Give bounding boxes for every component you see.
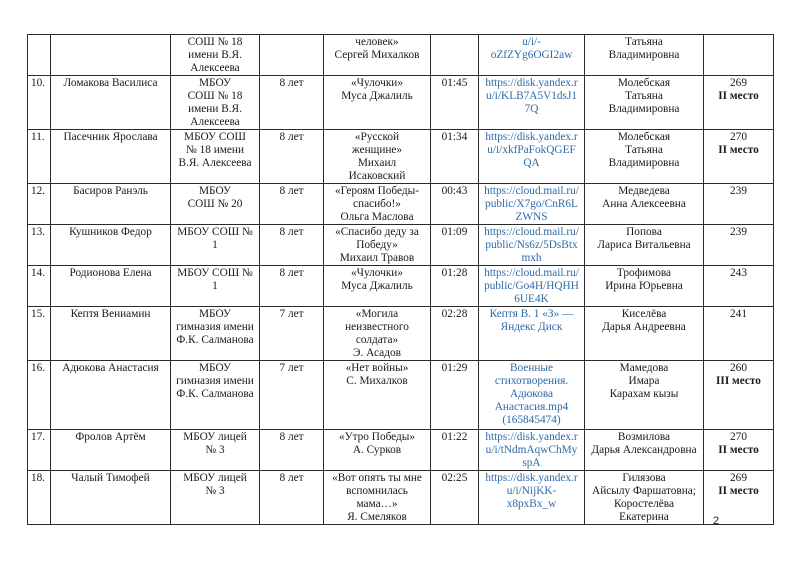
work-line: «Чулочки» <box>351 77 403 89</box>
row-number: 17. <box>31 431 46 443</box>
participant-age: 7 лет <box>279 362 304 374</box>
work-line: «Могила <box>355 308 399 320</box>
school-cell <box>171 266 260 307</box>
row-number-cell <box>28 184 51 225</box>
age-cell <box>260 266 324 307</box>
teacher-cell <box>585 361 704 430</box>
score-value: 270 <box>730 431 747 443</box>
teacher-cell <box>585 430 704 471</box>
row-number: 15. <box>31 308 46 320</box>
work-cell <box>324 225 431 266</box>
recording-duration: 01:34 <box>441 131 468 143</box>
recording-duration: 01:22 <box>441 431 468 443</box>
work-line: Муса Джалиль <box>341 280 413 292</box>
participant-name-cell <box>51 361 171 430</box>
duration-cell <box>431 184 479 225</box>
teacher-line: Татьяна <box>625 90 663 102</box>
video-link[interactable]: https://cloud.mail.ru/ <box>484 226 579 238</box>
participant-name: Пасечник Ярослава <box>63 131 158 143</box>
school-line: МБОУ <box>199 308 231 320</box>
work-line: человек» <box>355 36 399 48</box>
school-cell <box>171 225 260 266</box>
video-link[interactable]: Яндекс Диск <box>500 321 563 333</box>
teacher-line: Мамедова <box>619 362 669 374</box>
video-link-cell[interactable] <box>479 361 585 430</box>
participant-name: Чалый Тимофей <box>71 472 150 484</box>
age-cell <box>260 471 324 525</box>
table-row <box>28 307 774 361</box>
teacher-line: Дарья Александровна <box>591 444 697 456</box>
row-number: 14. <box>31 267 46 279</box>
teacher-cell <box>585 307 704 361</box>
score-value: 243 <box>730 267 747 279</box>
teacher-cell <box>585 76 704 130</box>
school-line: 1 <box>212 280 218 292</box>
score-cell <box>704 361 774 430</box>
work-line: Сергей Михалков <box>334 49 420 61</box>
teacher-line: Владимировна <box>608 103 680 115</box>
duration-cell <box>431 35 479 76</box>
video-link-cell[interactable] <box>479 307 585 361</box>
work-line: Э. Асадов <box>353 347 401 359</box>
video-link[interactable]: (165845474) <box>502 414 561 426</box>
work-line: «Чулочки» <box>351 267 403 279</box>
age-cell <box>260 307 324 361</box>
work-line: «Нет войны» <box>345 362 409 374</box>
duration-cell <box>431 430 479 471</box>
place-badge: II место <box>718 144 759 156</box>
video-link[interactable]: ZWNS <box>515 211 548 223</box>
participant-age: 8 лет <box>279 185 304 197</box>
row-number-cell <box>28 430 51 471</box>
video-link[interactable]: Кептя В. 1 «З» — <box>489 308 574 320</box>
work-cell <box>324 361 431 430</box>
participant-age: 7 лет <box>279 308 304 320</box>
video-link[interactable]: Анастасия.mp4 <box>494 401 569 413</box>
school-line: № 3 <box>205 485 225 497</box>
school-cell <box>171 184 260 225</box>
school-cell <box>171 307 260 361</box>
video-link[interactable]: стихотворения. <box>494 375 569 387</box>
school-line: имени В.Я. <box>188 103 242 115</box>
row-number-cell <box>28 225 51 266</box>
school-line: МБОУ СОШ № <box>177 267 253 279</box>
participant-name: Фролов Артём <box>75 431 146 443</box>
duration-cell <box>431 471 479 525</box>
teacher-line: Дарья Андреевна <box>602 321 686 333</box>
work-line: вспомнилась <box>346 485 408 497</box>
table-row <box>28 361 774 430</box>
participant-name-cell <box>51 35 171 76</box>
teacher-line: Попова <box>626 226 662 238</box>
teacher-line: Гилязова <box>622 472 666 484</box>
video-link[interactable]: spA <box>522 457 541 469</box>
table-row <box>28 35 774 76</box>
participant-name: Ломакова Василиса <box>63 77 158 89</box>
participant-name: Басиров Ранэль <box>73 185 148 197</box>
age-cell <box>260 76 324 130</box>
place-badge: III место <box>716 375 761 387</box>
school-line: СОШ № 20 <box>187 198 243 210</box>
video-link[interactable]: oZfZYg6OGI2aw <box>490 49 573 61</box>
video-link[interactable]: u/i/KLB7A5V1dsJ1 <box>485 90 577 102</box>
video-link[interactable]: u/i/tNdmAqwChMy <box>485 444 578 456</box>
video-link[interactable]: public/Go4H/HQHH <box>484 280 579 292</box>
video-link[interactable]: u/i/xkfPaFokQGEF <box>487 144 576 156</box>
participant-name: Родионова Елена <box>69 267 152 279</box>
school-line: МБОУ <box>199 77 231 89</box>
table-row <box>28 430 774 471</box>
row-number-cell <box>28 307 51 361</box>
school-cell <box>171 471 260 525</box>
video-link[interactable]: public/X7go/CnR6L <box>485 198 578 210</box>
video-link[interactable]: public/Ns6z/5DsBtx <box>485 239 578 251</box>
participant-age: 8 лет <box>279 267 304 279</box>
work-line: Исаковский <box>348 170 406 182</box>
age-cell <box>260 184 324 225</box>
score-cell <box>704 184 774 225</box>
video-link[interactable]: https://cloud.mail.ru/ <box>484 267 579 279</box>
duration-cell <box>431 307 479 361</box>
work-line: «Утро Победы» <box>338 431 416 443</box>
work-line: спасибо!» <box>353 198 401 210</box>
video-link[interactable]: https://disk.yandex.r <box>485 431 578 443</box>
school-line: Ф.К. Салманова <box>176 334 254 346</box>
table-row <box>28 266 774 307</box>
age-cell <box>260 361 324 430</box>
score-value: 239 <box>730 185 747 197</box>
participant-name-cell <box>51 184 171 225</box>
teacher-line: Возмилова <box>617 431 671 443</box>
row-number: 18. <box>31 472 46 484</box>
school-line: МБОУ СОШ № <box>177 226 253 238</box>
work-line: «Русской <box>354 131 400 143</box>
teacher-line: Владимировна <box>608 157 680 169</box>
video-link-cell[interactable] <box>479 130 585 184</box>
duration-cell <box>431 130 479 184</box>
work-line: женщине» <box>351 144 403 156</box>
score-cell <box>704 225 774 266</box>
work-line: солдата» <box>355 334 399 346</box>
participant-name: Кушников Федор <box>69 226 152 238</box>
teacher-line: Медведева <box>618 185 670 197</box>
teacher-cell <box>585 471 704 525</box>
participant-name: Кептя Вениамин <box>70 308 151 320</box>
teacher-line: Карахам кызы <box>609 388 679 400</box>
school-cell <box>171 430 260 471</box>
school-line: Алексеева <box>190 116 240 128</box>
table-row <box>28 76 774 130</box>
participant-age: 8 лет <box>279 431 304 443</box>
participant-name: Адюкова Анастасия <box>62 362 159 374</box>
work-cell <box>324 130 431 184</box>
school-line: имени В.Я. <box>188 49 242 61</box>
duration-cell <box>431 76 479 130</box>
work-line: неизвестного <box>345 321 409 333</box>
place-badge: II место <box>718 444 759 456</box>
teacher-line: Коростелёва <box>613 498 674 510</box>
row-number-cell <box>28 471 51 525</box>
video-link[interactable]: 7Q <box>524 103 539 115</box>
score-value: 260 <box>730 362 747 374</box>
teacher-line: Имара <box>628 375 660 387</box>
teacher-line: Молебская <box>617 77 671 89</box>
school-line: 1 <box>212 239 218 251</box>
school-line: МБОУ <box>199 362 231 374</box>
score-cell <box>704 307 774 361</box>
work-cell <box>324 307 431 361</box>
school-cell <box>171 35 260 76</box>
score-value: 270 <box>730 131 747 143</box>
score-cell <box>704 130 774 184</box>
participant-name-cell <box>51 266 171 307</box>
work-line: Муса Джалиль <box>341 90 413 102</box>
score-cell <box>704 76 774 130</box>
participant-name-cell <box>51 471 171 525</box>
teacher-line: Татьяна <box>625 144 663 156</box>
video-link-cell[interactable] <box>479 266 585 307</box>
row-number-cell <box>28 130 51 184</box>
video-link-cell[interactable] <box>479 471 585 525</box>
teacher-line: Анна Алексеевна <box>602 198 686 210</box>
duration-cell <box>431 266 479 307</box>
video-link-cell[interactable] <box>479 225 585 266</box>
table-row <box>28 471 774 525</box>
work-cell <box>324 76 431 130</box>
teacher-cell <box>585 225 704 266</box>
video-link[interactable]: https://disk.yandex.r <box>485 472 578 484</box>
school-line: гимназия имени <box>176 321 254 333</box>
school-line: В.Я. Алексеева <box>178 157 252 169</box>
score-value: 241 <box>730 308 747 320</box>
row-number: 10. <box>31 77 46 89</box>
participant-name-cell <box>51 225 171 266</box>
page-number: 2 <box>713 515 720 527</box>
video-link-cell[interactable] <box>479 76 585 130</box>
results-table <box>27 34 774 525</box>
school-cell <box>171 76 260 130</box>
video-link[interactable]: x8pxBx_w <box>506 498 557 510</box>
row-number: 13. <box>31 226 46 238</box>
recording-duration: 02:28 <box>441 308 468 320</box>
row-number-cell <box>28 361 51 430</box>
recording-duration: 01:45 <box>441 77 468 89</box>
table-row <box>28 184 774 225</box>
score-value: 269 <box>730 472 747 484</box>
school-cell <box>171 130 260 184</box>
work-line: Ольга Маслова <box>340 211 414 223</box>
teacher-line: Айсылу Фаршатовна; <box>592 485 696 497</box>
participant-age: 8 лет <box>279 226 304 238</box>
row-number-cell <box>28 35 51 76</box>
work-cell <box>324 266 431 307</box>
school-line: Ф.К. Салманова <box>176 388 254 400</box>
school-line: МБОУ лицей <box>183 431 247 443</box>
work-cell <box>324 471 431 525</box>
duration-cell <box>431 361 479 430</box>
teacher-cell <box>585 184 704 225</box>
school-line: СОШ № 18 <box>187 90 243 102</box>
work-line: С. Михалков <box>346 375 408 387</box>
table-row <box>28 130 774 184</box>
row-number: 16. <box>31 362 46 374</box>
school-line: № 18 имени <box>185 144 245 156</box>
row-number: 11. <box>31 131 45 143</box>
work-line: Я. Смеляков <box>347 511 407 523</box>
video-link[interactable]: Военные <box>509 362 554 374</box>
teacher-cell <box>585 130 704 184</box>
video-link[interactable]: https://cloud.mail.ru/ <box>484 185 579 197</box>
work-cell <box>324 35 431 76</box>
school-line: № 3 <box>205 444 225 456</box>
school-cell <box>171 361 260 430</box>
participant-name-cell <box>51 307 171 361</box>
teacher-cell <box>585 266 704 307</box>
participant-age: 8 лет <box>279 77 304 89</box>
participant-name-cell <box>51 430 171 471</box>
video-link[interactable]: 6UE4K <box>514 293 549 305</box>
results-table-body <box>28 35 774 525</box>
school-line: МБОУ <box>199 185 231 197</box>
school-line: МБОУ СОШ <box>184 131 246 143</box>
teacher-line: Екатерина <box>619 511 669 523</box>
score-cell <box>704 266 774 307</box>
recording-duration: 01:28 <box>441 267 468 279</box>
place-badge: II место <box>718 485 759 497</box>
work-line: «Героям Победы- <box>335 185 419 197</box>
score-cell <box>704 430 774 471</box>
age-cell <box>260 430 324 471</box>
teacher-line: Молебская <box>617 131 671 143</box>
score-value: 269 <box>730 77 747 89</box>
place-badge: II место <box>718 90 759 102</box>
teacher-line: Татьяна <box>625 36 663 48</box>
age-cell <box>260 225 324 266</box>
table-row <box>28 225 774 266</box>
teacher-cell <box>585 35 704 76</box>
work-line: Михаил <box>357 157 397 169</box>
work-line: «Спасибо деду за <box>335 226 419 238</box>
video-link[interactable]: https://disk.yandex.r <box>485 131 578 143</box>
work-line: Михаил Травов <box>339 252 415 264</box>
work-cell <box>324 184 431 225</box>
participant-name-cell <box>51 130 171 184</box>
video-link-cell[interactable] <box>479 184 585 225</box>
school-line: Алексеева <box>190 62 240 74</box>
video-link[interactable]: mxh <box>521 252 542 264</box>
row-number-cell <box>28 266 51 307</box>
row-number-cell <box>28 76 51 130</box>
school-line: СОШ № 18 <box>187 36 243 48</box>
video-link[interactable]: u/i/NijKK- <box>506 485 557 497</box>
teacher-line: Трофимова <box>616 267 672 279</box>
work-line: А. Сурков <box>352 444 402 456</box>
video-link[interactable]: https://disk.yandex.r <box>485 77 578 89</box>
age-cell <box>260 130 324 184</box>
row-number: 12. <box>31 185 46 197</box>
teacher-line: Владимировна <box>608 49 680 61</box>
school-line: МБОУ лицей <box>183 472 247 484</box>
school-line: гимназия имени <box>176 375 254 387</box>
score-cell <box>704 35 774 76</box>
participant-age: 8 лет <box>279 472 304 484</box>
duration-cell <box>431 225 479 266</box>
score-value: 239 <box>730 226 747 238</box>
video-link[interactable]: u/i/- <box>522 36 541 48</box>
participant-name-cell <box>51 76 171 130</box>
teacher-line: Киселёва <box>621 308 667 320</box>
work-cell <box>324 430 431 471</box>
video-link-cell[interactable] <box>479 35 585 76</box>
work-line: «Вот опять ты мне <box>332 472 422 484</box>
age-cell <box>260 35 324 76</box>
video-link-cell[interactable] <box>479 430 585 471</box>
video-link[interactable]: Адюкова <box>509 388 554 400</box>
recording-duration: 00:43 <box>441 185 468 197</box>
teacher-line: Лариса Витальевна <box>597 239 691 251</box>
video-link[interactable]: QA <box>523 157 540 169</box>
teacher-line: Ирина Юрьевна <box>605 280 683 292</box>
recording-duration: 02:25 <box>441 472 468 484</box>
work-line: мама…» <box>356 498 398 510</box>
recording-duration: 01:09 <box>441 226 468 238</box>
work-line: Победу» <box>356 239 398 251</box>
participant-age: 8 лет <box>279 131 304 143</box>
recording-duration: 01:29 <box>441 362 468 374</box>
